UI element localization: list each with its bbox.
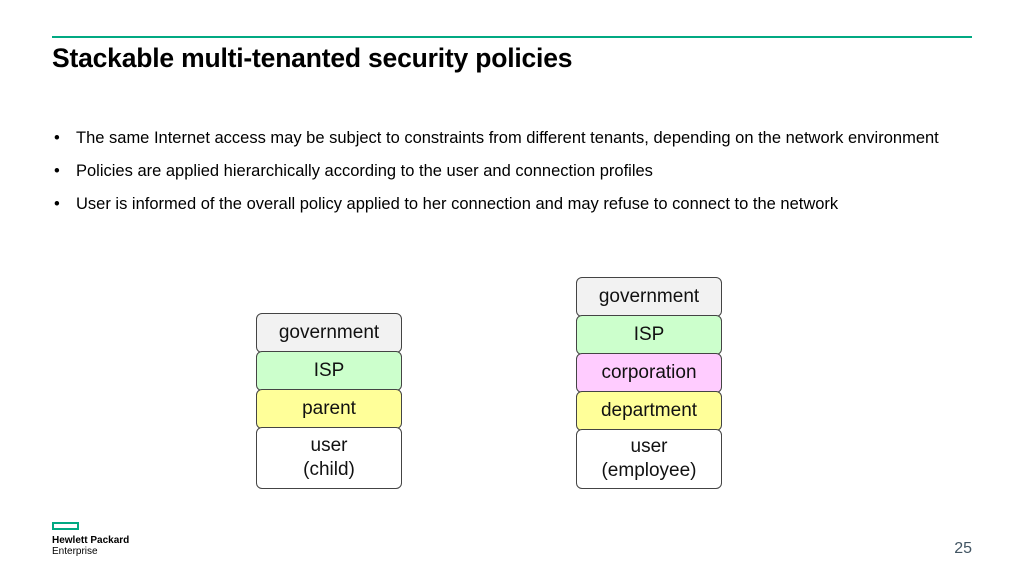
bullet-item <box>52 194 992 215</box>
page-number: 25 <box>954 540 972 557</box>
hpe-logo-icon <box>52 522 79 530</box>
policy-layer-government <box>256 313 402 353</box>
logo-text-line1: Hewlett Packard <box>52 535 130 546</box>
policy-stack-employee <box>576 277 722 489</box>
bullet-text: Policies are applied hierarchically according to the user and connection profiles <box>76 162 653 180</box>
layer-label: parent <box>302 398 356 419</box>
layer-label: corporation <box>601 362 697 383</box>
logo-text-line2: Enterprise <box>52 546 98 557</box>
layer-label: government <box>598 286 700 307</box>
slide-title: Stackable multi-tenanted security policies <box>52 43 573 73</box>
bullet-dot: • <box>54 162 60 180</box>
bullet-dot: • <box>54 129 60 147</box>
policy-layer-isp <box>256 351 402 391</box>
policy-layer-user <box>256 427 402 489</box>
policy-layer-parent <box>256 389 402 429</box>
bullet-list <box>52 128 992 227</box>
bullet-text: The same Internet access may be subject to constraints from different tenants, depending on the network environment <box>76 129 939 147</box>
layer-label: user (employee) <box>601 436 697 481</box>
title-divider <box>52 36 972 38</box>
policy-layer-isp <box>576 315 722 355</box>
bullet-text: User is informed of the overall policy applied to her connection and may refuse to connect to the network <box>76 195 839 213</box>
bullet-dot: • <box>54 195 60 213</box>
policy-layer-user <box>576 429 722 489</box>
policy-stack-child <box>256 313 402 489</box>
layer-label: government <box>278 322 380 343</box>
policy-layer-department <box>576 391 722 431</box>
policy-layer-government <box>576 277 722 317</box>
hpe-logo <box>52 522 129 557</box>
layer-label: ISP <box>313 360 345 381</box>
layer-label: user (child) <box>303 435 355 480</box>
policy-layer-corporation <box>576 353 722 393</box>
layer-label: ISP <box>633 324 665 345</box>
layer-label: department <box>600 400 698 421</box>
bullet-item <box>52 128 992 149</box>
bullet-item <box>52 161 992 182</box>
